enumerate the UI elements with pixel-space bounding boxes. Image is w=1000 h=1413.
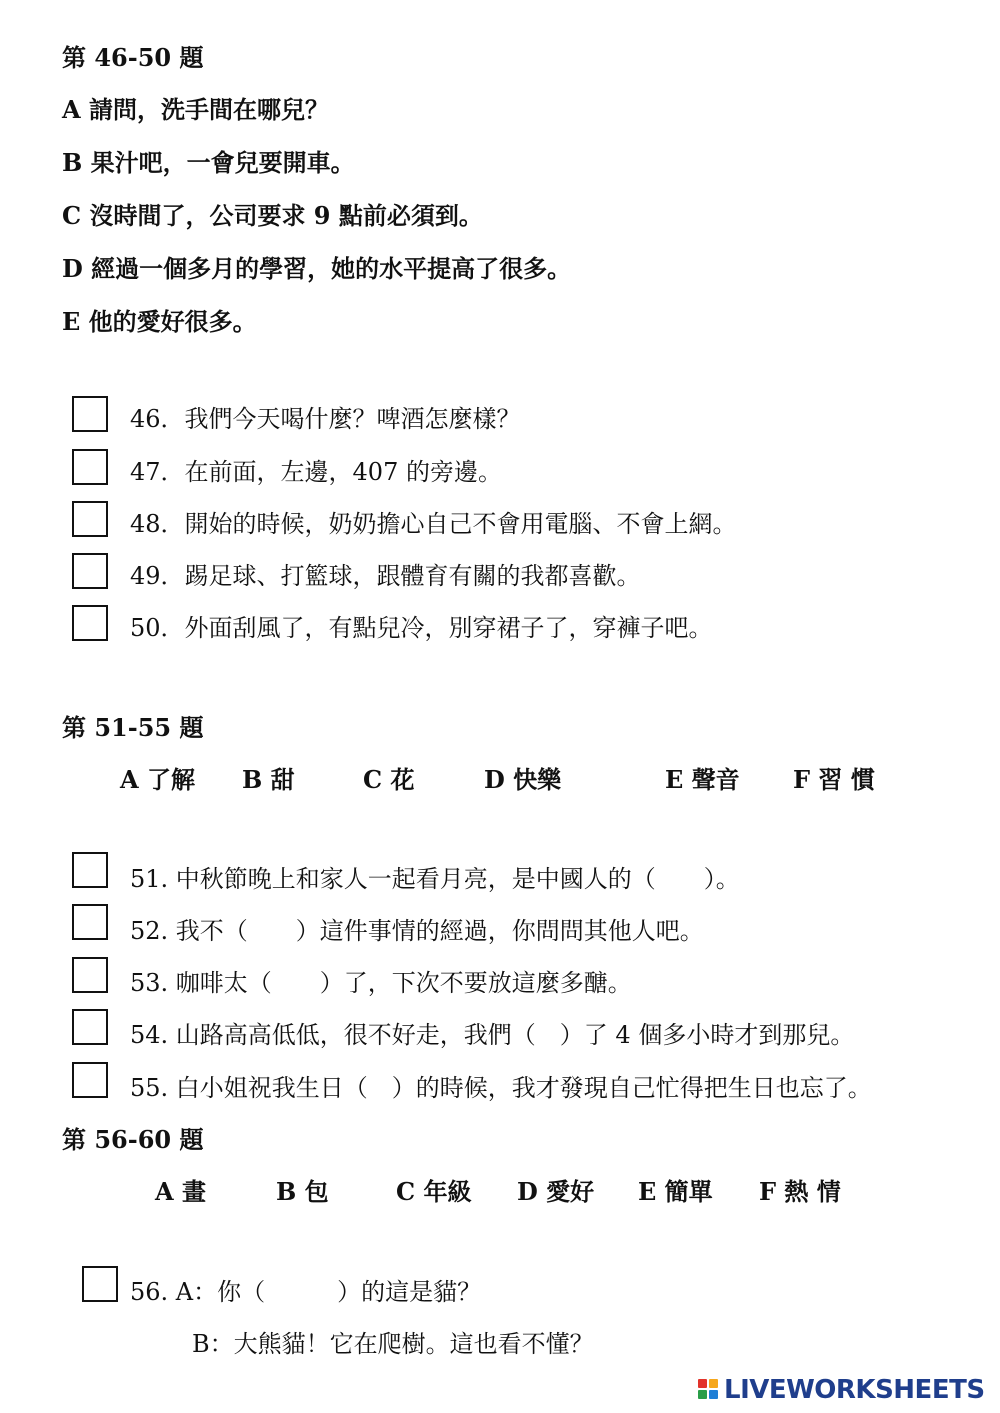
option-e: E 他的愛好很多。 — [62, 307, 257, 336]
question-56-a: 56. A：你（ ）的這是貓？ — [130, 1278, 482, 1306]
word-a: A 了解 — [120, 765, 195, 794]
question-52: 52. 我不（ ）這件事情的經過，你問問其他人吧。 — [130, 917, 704, 945]
answer-box-48[interactable] — [72, 501, 108, 537]
liveworksheets-logo-text: LIVEWORKSHEETS — [724, 1375, 985, 1405]
question-49: 49．踢足球、打籃球，跟體育有關的我都喜歡。 — [130, 562, 641, 590]
liveworksheets-logo-icon — [698, 1377, 720, 1403]
word-d-2: D 愛好 — [517, 1177, 595, 1206]
answer-box-54[interactable] — [72, 1009, 108, 1045]
liveworksheets-logo — [698, 1376, 985, 1404]
logo-square-1 — [698, 1379, 707, 1388]
word-c: C 花 — [363, 765, 415, 794]
answer-box-51[interactable] — [72, 852, 108, 888]
logo-square-3 — [698, 1390, 707, 1399]
question-55: 55. 白小姐祝我生日（ ）的時候，我才發現自己忙得把生日也忘了。 — [130, 1074, 872, 1102]
logo-square-2 — [709, 1379, 718, 1388]
answer-box-46[interactable] — [72, 396, 108, 432]
section-title-51-55: 第 51-55 題 — [62, 713, 204, 742]
option-c: C 沒時間了，公司要求 9 點前必須到。 — [62, 201, 483, 230]
answer-box-52[interactable] — [72, 904, 108, 940]
word-e: E 聲音 — [665, 765, 740, 794]
question-53: 53. 咖啡太（ ）了，下次不要放這麼多醣。 — [130, 969, 632, 997]
question-48: 48．開始的時候，奶奶擔心自己不會用電腦、不會上網。 — [130, 510, 737, 538]
answer-box-53[interactable] — [72, 957, 108, 993]
question-50: 50．外面刮風了，有點兒冷，別穿裙子了，穿褲子吧。 — [130, 614, 713, 642]
answer-box-47[interactable] — [72, 449, 108, 485]
question-56-b: B：大熊貓！它在爬樹。這也看不懂？ — [192, 1330, 594, 1358]
option-a: A 請問，洗手間在哪兒？ — [62, 95, 329, 124]
word-a-2: A 畫 — [155, 1177, 206, 1206]
question-51: 51. 中秋節晚上和家人一起看月亮，是中國人的（ ）。 — [130, 865, 740, 893]
word-f: F 習 慣 — [793, 765, 875, 794]
question-54: 54. 山路高高低低，很不好走，我們（ ）了 4 個多小時才到那兒。 — [130, 1021, 855, 1049]
word-f-2: F 熱 情 — [759, 1177, 841, 1206]
option-d: D 經過一個多月的學習，她的水平提高了很多。 — [62, 254, 572, 283]
answer-box-50[interactable] — [72, 605, 108, 641]
answer-box-55[interactable] — [72, 1062, 108, 1098]
word-e-2: E 簡單 — [638, 1177, 713, 1206]
option-b: B 果汁吧，一會兒要開車。 — [62, 148, 355, 177]
question-47: 47．在前面，左邊，407 的旁邊。 — [130, 458, 502, 486]
answer-box-56[interactable] — [82, 1266, 118, 1302]
section-title-56-60: 第 56-60 題 — [62, 1125, 204, 1154]
section-title-46-50: 第 46-50 題 — [62, 43, 204, 72]
word-b: B 甜 — [242, 765, 295, 794]
question-46: 46．我們今天喝什麼？啤酒怎麼樣？ — [130, 405, 521, 433]
answer-box-49[interactable] — [72, 553, 108, 589]
word-c-2: C 年級 — [396, 1177, 472, 1206]
logo-square-4 — [709, 1390, 718, 1399]
word-b-2: B 包 — [276, 1177, 329, 1206]
word-d: D 快樂 — [484, 765, 562, 794]
